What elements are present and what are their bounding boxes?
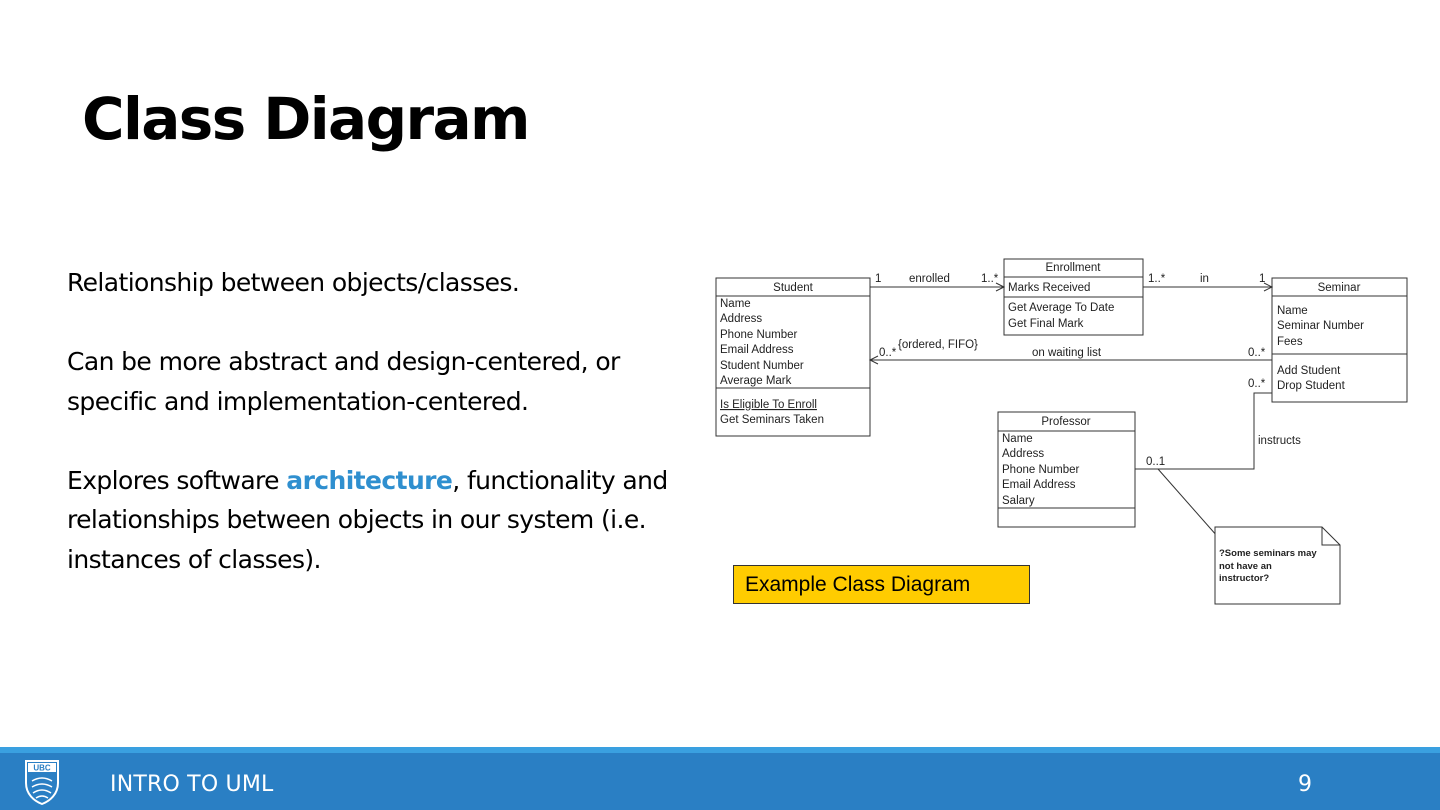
ubc-logo-text: UBC xyxy=(33,763,51,773)
professor-attribute: Name xyxy=(1002,433,1033,445)
student-operation: Get Seminars Taken xyxy=(720,414,824,426)
footer-title: INTRO TO UML xyxy=(110,772,274,797)
multiplicity-label: 0..* xyxy=(1248,378,1266,390)
page-number: 9 xyxy=(1298,772,1312,797)
association-label: on waiting list xyxy=(1032,347,1102,359)
multiplicity-label: 1 xyxy=(875,273,882,285)
enrollment-operation: Get Final Mark xyxy=(1008,318,1084,330)
professor-class xyxy=(998,412,1135,527)
body-paragraph-2: Can be more abstract and design-centered, or specific and implementation-centered. xyxy=(67,347,620,416)
enrollment-class xyxy=(1004,259,1143,335)
class-diagram xyxy=(700,250,1420,615)
student-attribute: Email Address xyxy=(720,344,794,356)
multiplicity-label: 1..* xyxy=(1148,273,1166,285)
constraint-label: {ordered, FIFO} xyxy=(898,339,978,351)
seminar-attribute: Fees xyxy=(1277,336,1303,348)
body-text-segment: Explores software xyxy=(67,465,287,495)
multiplicity-label: 0..1 xyxy=(1146,456,1166,468)
student-attribute: Student Number xyxy=(720,360,804,372)
multiplicity-label: 1 xyxy=(1259,273,1266,285)
student-operation: Is Eligible To Enroll xyxy=(720,399,817,411)
multiplicity-label: 0..* xyxy=(879,347,897,359)
professor-class-name: Professor xyxy=(1041,416,1091,428)
seminar-class xyxy=(1272,278,1407,402)
professor-attribute: Phone Number xyxy=(1002,464,1080,476)
ubc-crest-icon xyxy=(24,759,60,805)
seminar-operation: Drop Student xyxy=(1277,380,1345,392)
note-text-line: ?Some seminars may xyxy=(1219,548,1317,559)
body-paragraph-1: Relationship between objects/classes. xyxy=(67,268,520,297)
enrollment-attribute: Marks Received xyxy=(1008,282,1091,294)
seminar-operation: Add Student xyxy=(1277,365,1341,377)
professor-attribute: Address xyxy=(1002,448,1045,460)
body-paragraph-3 xyxy=(67,461,677,580)
association-label: enrolled xyxy=(909,273,950,285)
multiplicity-label: 1..* xyxy=(981,273,999,285)
multiplicity-label: 0..* xyxy=(1248,347,1266,359)
association-label: instructs xyxy=(1258,435,1301,447)
slide-title: Class Diagram xyxy=(82,85,529,153)
student-attribute: Address xyxy=(720,313,763,325)
note-text-line: instructor? xyxy=(1219,573,1270,584)
association-label: in xyxy=(1200,273,1209,285)
seminar-attribute: Name xyxy=(1277,305,1308,317)
student-attribute: Name xyxy=(720,298,751,310)
student-attribute: Phone Number xyxy=(720,329,798,341)
student-class-name: Student xyxy=(773,282,813,294)
body-text-segment: , functionality and relationships between objects in our system (i.e. instances of classes). xyxy=(67,465,668,574)
architecture-highlight: architecture xyxy=(286,465,453,495)
note-text-line: not have an xyxy=(1219,561,1272,572)
enrollment-class-name: Enrollment xyxy=(1045,262,1101,274)
professor-attribute: Salary xyxy=(1002,495,1035,507)
student-class xyxy=(716,278,870,436)
seminar-class-name: Seminar xyxy=(1317,282,1361,294)
slide-body xyxy=(67,263,677,619)
footer-bar xyxy=(0,753,1440,810)
student-attribute: Average Mark xyxy=(720,375,792,387)
professor-attribute: Email Address xyxy=(1002,479,1076,491)
seminar-attribute: Seminar Number xyxy=(1277,320,1364,332)
enrollment-operation: Get Average To Date xyxy=(1008,302,1115,314)
diagram-caption: Example Class Diagram xyxy=(733,565,1030,604)
